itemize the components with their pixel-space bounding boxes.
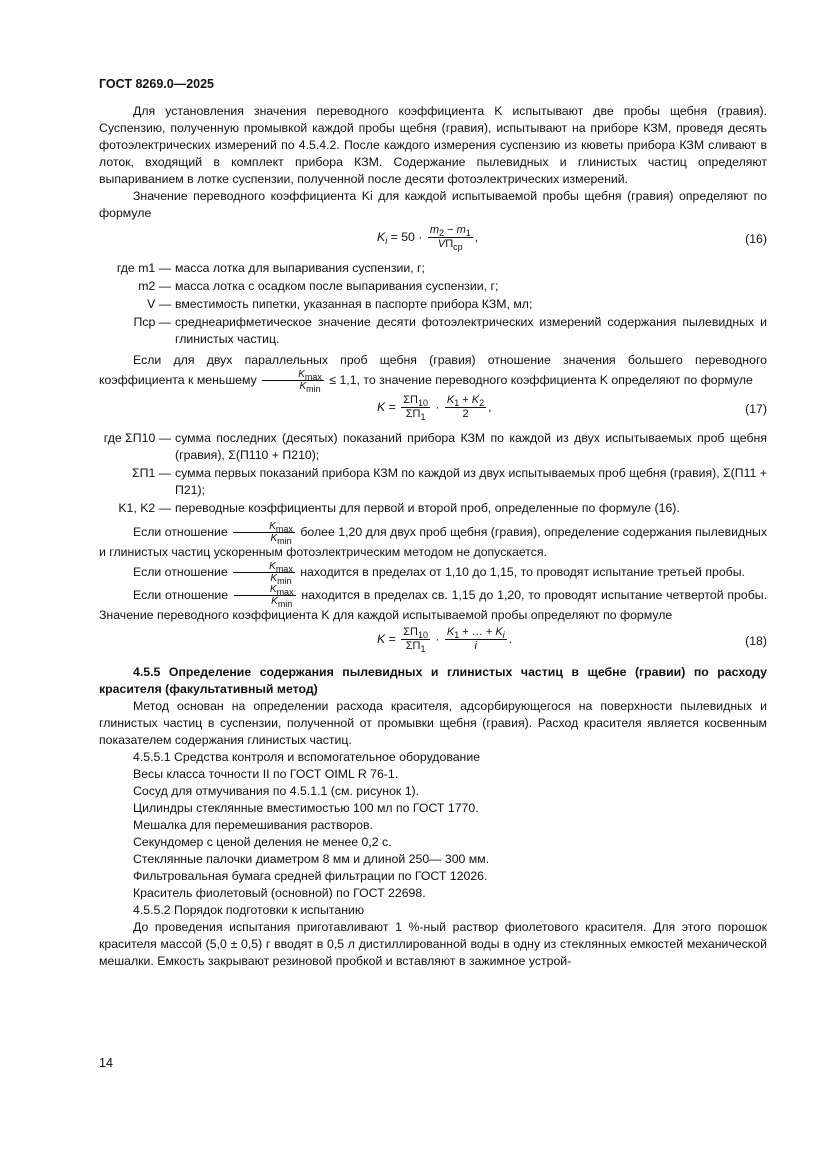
definition-item	[99, 278, 767, 295]
definitions-17	[99, 430, 767, 517]
definition-term: V —	[147, 297, 171, 311]
paragraph-3	[99, 352, 767, 392]
paragraph-7: Метод основан на определении расхода красителя, адсорбирующегося на поверхности пылевидных и глинистых частиц в суспензии, полученной от промывки щебня (гравия). Расход красителя является косвенным показателем содержания глинистых частиц.	[99, 699, 767, 747]
page-header: ГОСТ 8269.0—2025	[99, 77, 215, 91]
if-ratio-text: Если отношение	[133, 564, 228, 579]
ratio-kmax-kmin: $\frac{K_{max}}{K_{min}}$	[234, 584, 296, 607]
definition-item	[99, 430, 767, 464]
formula-18	[99, 626, 767, 656]
definition-term: ΣП1 —	[132, 466, 171, 480]
paragraph-5-end: находится в пределах от 1,10 до 1,15, то проводят испытание третьей пробы.	[300, 564, 745, 579]
definition-term: m2 —	[138, 279, 171, 293]
list-item: 4.5.5.2 Порядок подготовки к испытанию	[133, 903, 365, 917]
definition-desc: сумма первых показаний прибора КЗМ по каждой из двух испытываемых проб щебня (гравия), Σ(П11 + П21);	[175, 466, 767, 497]
definition-item	[99, 465, 767, 499]
formula-16	[99, 224, 767, 254]
list-item: Мешалка для перемешивания растворов.	[133, 818, 373, 832]
definition-desc: среднеарифметическое значение десяти фотоэлектрических измерений содержания пылевидных и глинистых частиц.	[175, 315, 767, 346]
definition-desc: вместимость пипетки, указанная в паспорте прибора КЗМ, мл;	[175, 297, 533, 311]
page-number: 14	[99, 1056, 113, 1070]
paragraph-4	[99, 521, 767, 561]
definition-term: где m1 —	[116, 261, 171, 275]
paragraph-2: Значение переводного коэффициента Ki для каждой испытываемой пробы щебня (гравия) определяют по формуле	[99, 189, 767, 220]
list-item: Весы класса точности II по ГОСТ OIML R 76-1.	[133, 767, 399, 781]
formula-16-number: (16)	[745, 232, 767, 246]
ratio-kmax-kmin: $\frac{K_{max}}{K_{min}}$	[233, 561, 295, 584]
formula-17-number: (17)	[745, 402, 767, 416]
paragraph-5	[99, 561, 767, 584]
formula-17	[99, 394, 767, 424]
paragraph-3-start: Если для двух параллельных проб щебня (гравия) отношение значения большего переводного коэффициента к меньшему	[99, 353, 767, 387]
definition-item	[99, 500, 767, 517]
formula-18-number: (18)	[745, 634, 767, 648]
definition-item	[99, 296, 767, 313]
ratio-kmax-kmin: $\frac{K_{max}}{K_{min}}$	[262, 369, 324, 392]
definition-item	[99, 260, 767, 277]
list-item: Стеклянные палочки диаметром 8 мм и длиной 250— 300 мм.	[133, 852, 490, 866]
formula-18-expression: K = $\frac{\Sigma П_{10}}{\Sigma П_1}$ · $\frac{K_1 + \dots + K_i}{i}$ .	[377, 626, 513, 654]
ratio-kmax-kmin: $\frac{K_{max}}{K_{min}}$	[233, 521, 295, 544]
list-item: 4.5.5.1 Средства контроля и вспомогательное оборудование	[133, 750, 481, 764]
if-ratio-text: Если отношение	[133, 524, 228, 539]
definition-desc: сумма последних (десятых) показаний прибора КЗМ по каждой из двух испытываемых проб щебня (гравия), Σ(П110 + П210);	[175, 431, 767, 462]
definition-desc: масса лотка для выпаривания суспензии, г;	[175, 261, 425, 275]
list-item: Секундомер с ценой деления не менее 0,2 с.	[133, 835, 392, 849]
formula-17-expression: K = $\frac{\Sigma П_{10}}{\Sigma П_1}$ · $\frac{K_1 + K_2}{2}$ ,	[377, 394, 492, 422]
paragraph-8: До проведения испытания приготавливают 1 %-ный раствор фиолетового красителя. Для этого порошок красителя массой (5,0 ± 0,5) г вводят в 0,5 л дистиллированной воды в одну из стеклянных емкостей механической мешалки. Емкость закрывают резиновой пробкой и вставляют в зажимное устрой-	[99, 920, 767, 968]
paragraph-1: Для установления значения переводного коэффициента K испытывают две пробы щебня (гравия). Суспензию, полученную промывкой каждой пробы щебня (гравия), испытывают на приборе КЗМ, проведя десять фотоэлектрических измерений по 4.5.4.2. После каждого измерения суспензию из кюветы прибора КЗМ сливают в лоток, входящий в комплект прибора КЗМ. Содержание пылевидных и глинистых частиц определяют выпариванием в лотке суспензии, полученной после десяти фотоэлектрических измерений.	[99, 104, 767, 186]
definition-desc: переводные коэффициенты для первой и второй проб, определенные по формуле (16).	[175, 501, 680, 515]
if-ratio-text: Если отношение	[133, 587, 229, 602]
formula-16-expression: $K_i = 50$ · $\frac{m_2 - m_1}{VП_{ср}}$ ,	[377, 224, 479, 252]
paragraph-6-end: находится в пределах св. 1,15 до 1,20, то проводят испытание четвертой пробы. Значение переводного коэффициента K для каждой испытываемой пробы определяют по формуле	[99, 587, 767, 622]
paragraph-3-end: ≤ 1,1, то значение переводного коэффициента K определяют по формуле	[329, 372, 753, 387]
page-content	[99, 103, 767, 970]
definition-desc: масса лотка с осадком после выпаривания суспензии, г;	[175, 279, 499, 293]
definition-item	[99, 314, 767, 348]
definition-term: Пср —	[133, 315, 171, 329]
definition-term: где ΣП10 —	[103, 431, 171, 445]
section-title: 4.5.5 Определение содержания пылевидных и глинистых частиц в щебне (гравии) по расходу красителя (факультативный метод)	[99, 665, 767, 696]
list-item: Цилиндры стеклянные вместимостью 100 мл по ГОСТ 1770.	[133, 801, 479, 815]
list-item: Фильтровальная бумага средней фильтрации по ГОСТ 12026.	[133, 869, 488, 883]
definition-term: K1, K2 —	[118, 501, 171, 515]
paragraph-4-end: более 1,20 для двух проб щебня (гравия), определение содержания пылевидных и глинистых частиц ускоренным фотоэлектрическим методом не допускается.	[99, 524, 767, 559]
list-item: Сосуд для отмучивания по 4.5.1.1 (см. рисунок 1).	[133, 784, 420, 798]
list-item: Краситель фиолетовый (основной) по ГОСТ 22698.	[133, 886, 426, 900]
paragraph-6	[99, 584, 767, 624]
definitions-16	[99, 260, 767, 348]
